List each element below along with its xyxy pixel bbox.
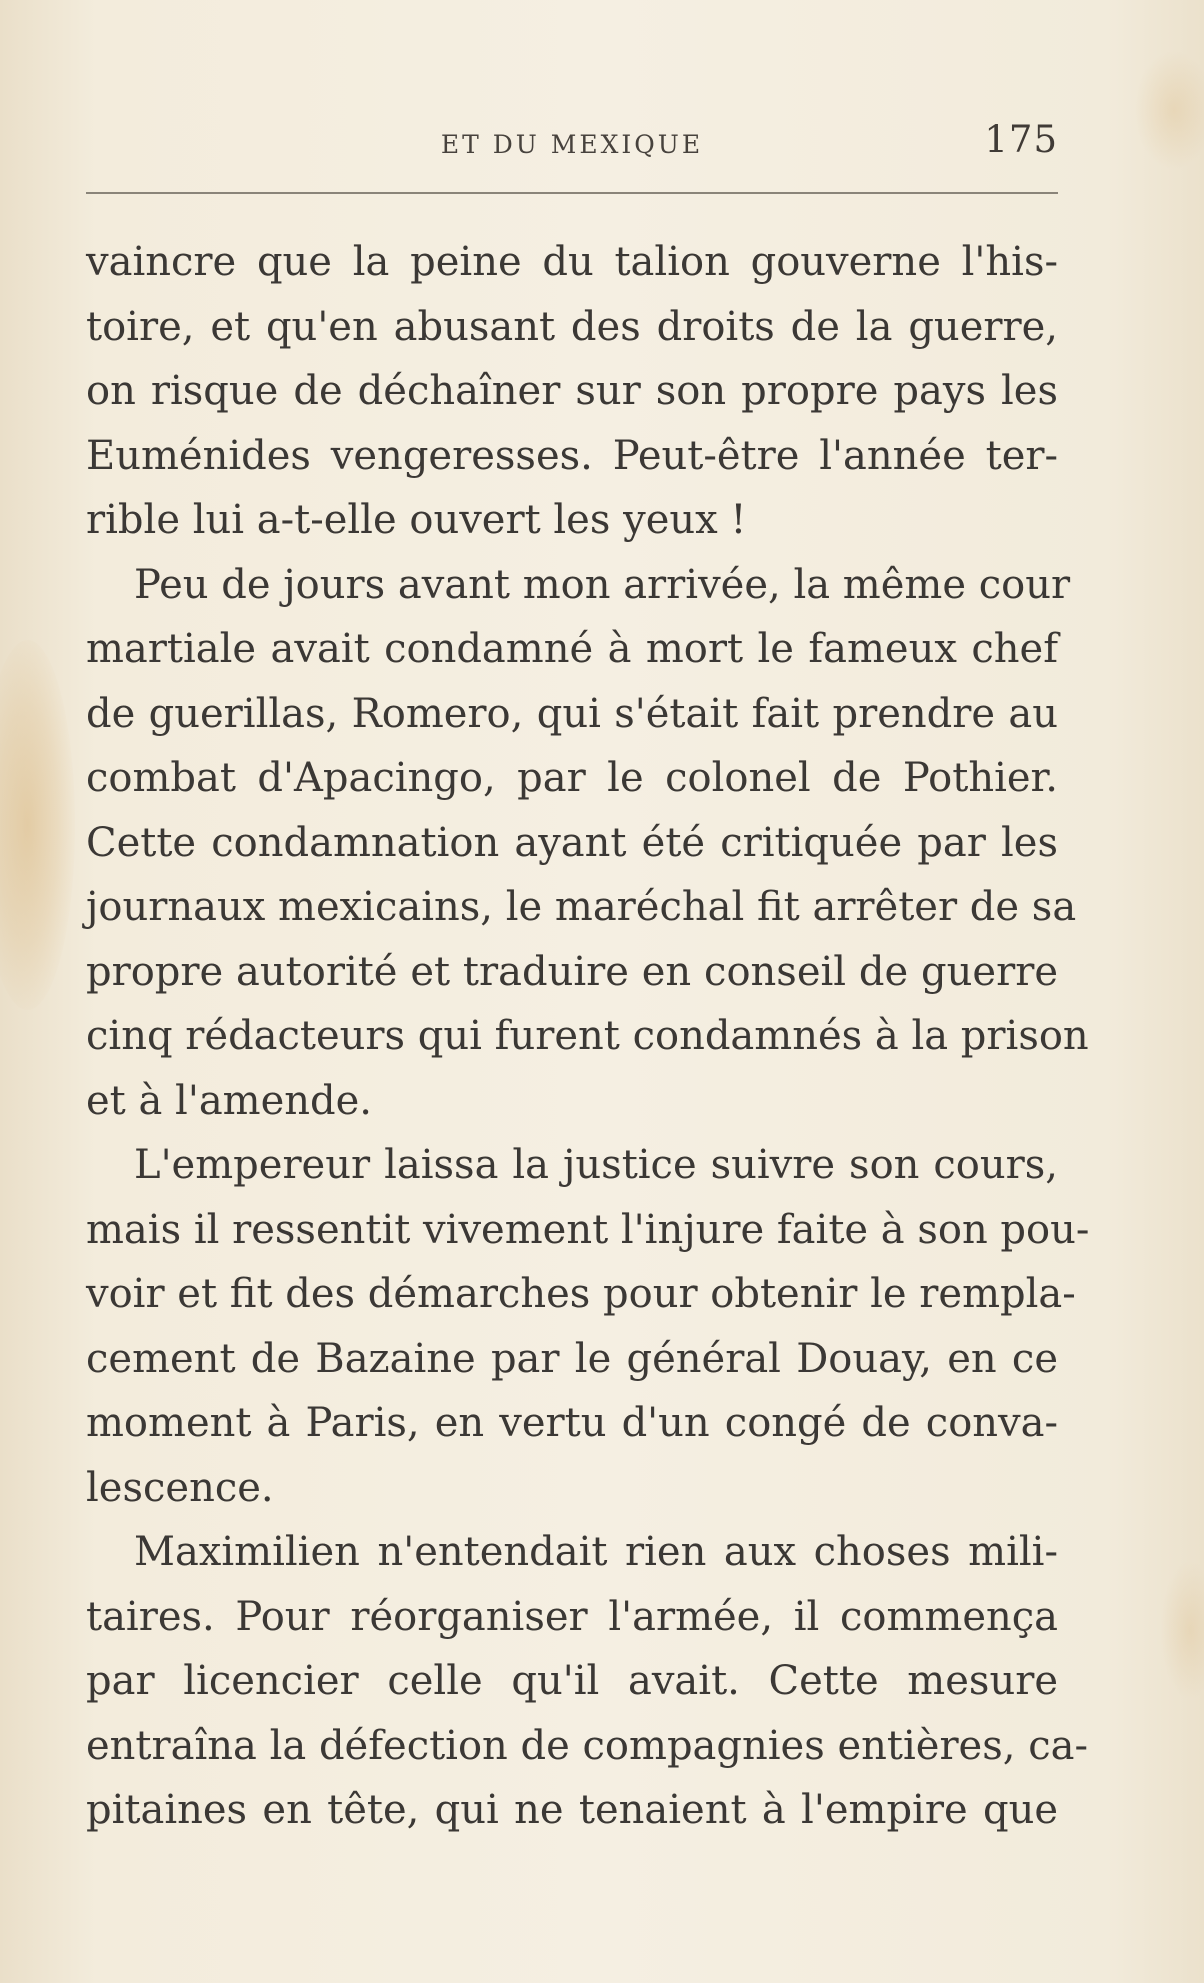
text-line: de guerillas, Romero, qui s'était fait prendre au — [86, 690, 1058, 737]
text-line: cement de Bazaine par le général Douay, en ce — [86, 1335, 1058, 1382]
page-header — [86, 118, 1058, 168]
text-line: et à l'amende. — [86, 1077, 373, 1124]
text-line: Peu de jours avant mon arrivée, la même cour — [134, 561, 1071, 608]
header-rule — [86, 192, 1058, 194]
text-line: Euménides vengeresses. Peut-être l'année ter- — [86, 432, 1058, 479]
text-line: Cette condamnation ayant été critiquée par les — [86, 819, 1058, 866]
paper-stain — [0, 640, 75, 1010]
text-line: taires. Pour réorganiser l'armée, il commença — [86, 1593, 1058, 1640]
page-number: 175 — [984, 118, 1058, 161]
text-line: voir et fit des démarches pour obtenir le rempla- — [86, 1271, 1076, 1317]
text-line: mais il ressentit vivement l'injure faite à son pou- — [86, 1206, 1090, 1253]
text-line: propre autorité et traduire en conseil de guerre — [86, 948, 1058, 995]
text-line: martiale avait condamné à mort le fameux chef — [86, 626, 1058, 672]
text-line: rible lui a-t-elle ouvert les yeux ! — [86, 497, 747, 543]
text-line: L'empereur laissa la justice suivre son cours, — [134, 1142, 1058, 1188]
text-line: Maximilien n'entendait rien aux choses mili- — [134, 1529, 1058, 1575]
text-line: toire, et qu'en abusant des droits de la guerre, — [86, 303, 1058, 350]
paper-stain — [1134, 50, 1204, 170]
text-line: lescence. — [86, 1464, 274, 1511]
text-line: pitaines en tête, qui ne tenaient à l'empire que — [86, 1787, 1058, 1833]
text-line: par licencier celle qu'il avait. Cette mesure — [86, 1658, 1058, 1704]
text-line: combat d'Apacingo, par le colonel de Pothier. — [86, 755, 1058, 801]
paper-stain — [1160, 1560, 1204, 1700]
text-line: cinq rédacteurs qui furent condamnés à la prison — [86, 1013, 1089, 1059]
text-line: on risque de déchaîner sur son propre pays les — [86, 368, 1058, 414]
body-text — [86, 230, 1090, 1843]
running-title: ET DU MEXIQUE — [440, 130, 704, 159]
text-line: vaincre que la peine du talion gouverne l'his- — [86, 239, 1058, 285]
text-line: journaux mexicains, le maréchal fit arrêter de sa — [86, 884, 1077, 930]
text-line: entraîna la défection de compagnies entières, ca- — [86, 1722, 1088, 1769]
text-line: moment à Paris, en vertu d'un congé de conva- — [86, 1400, 1058, 1446]
